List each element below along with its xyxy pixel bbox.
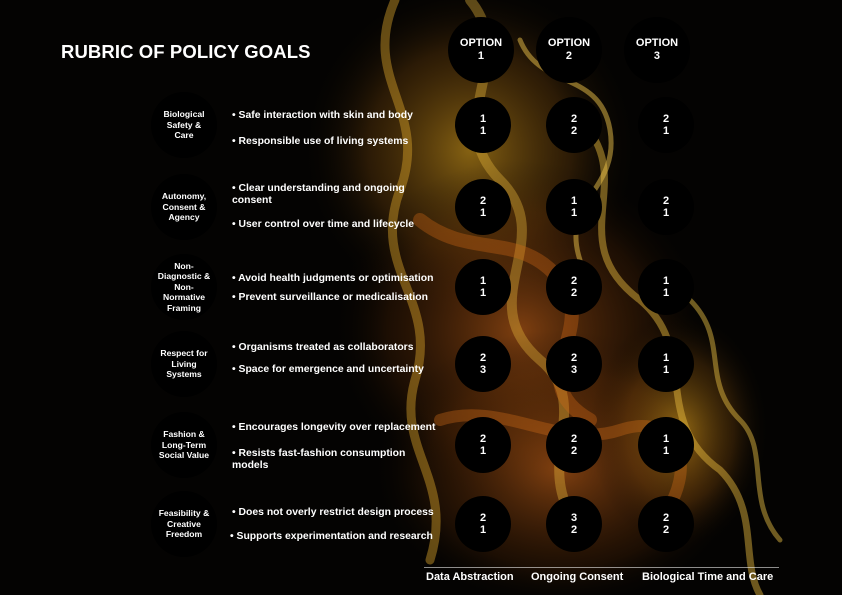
score-value: 1 xyxy=(662,275,670,287)
score-value: 1 xyxy=(479,275,487,287)
score-value: 1 xyxy=(479,113,487,125)
option-2-header xyxy=(536,17,602,83)
score-value: 2 xyxy=(570,433,578,445)
option-header-label: OPTION 1 xyxy=(459,37,503,62)
goal-circle xyxy=(151,92,217,158)
score-value: 3 xyxy=(479,364,487,376)
goal-circle xyxy=(151,174,217,240)
option-header-label: OPTION 2 xyxy=(547,37,591,62)
score-value: 2 xyxy=(479,195,487,207)
score-value: 1 xyxy=(479,287,487,299)
score-circle xyxy=(638,179,694,235)
score-value: 2 xyxy=(570,113,578,125)
goal-label: Feasibility & Creative Freedom xyxy=(158,508,210,540)
option-3-header xyxy=(624,17,690,83)
score-circle xyxy=(638,496,694,552)
footer-label-ongoing-consent: Ongoing Consent xyxy=(531,571,624,583)
score-value: 1 xyxy=(662,445,670,457)
criterion-text: • Organisms treated as collaborators xyxy=(232,342,414,353)
score-circle xyxy=(546,97,602,153)
score-value: 3 xyxy=(570,512,578,524)
criterion-text: • Space for emergence and uncertainty xyxy=(232,364,424,375)
score-circle xyxy=(455,496,511,552)
criterion-text: • Responsible use of living systems xyxy=(232,136,409,147)
score-value: 2 xyxy=(570,125,578,137)
score-value: 1 xyxy=(479,524,487,536)
page-title: RUBRIC OF POLICY GOALS xyxy=(61,41,311,62)
score-value: 1 xyxy=(662,364,670,376)
criterion-text: • Prevent surveillance or medicalisation xyxy=(232,292,428,303)
score-value: 1 xyxy=(662,352,670,364)
score-circle xyxy=(546,336,602,392)
criterion-text: • Encourages longevity over replacement xyxy=(232,422,436,433)
footer-label-data-abstraction: Data Abstraction xyxy=(426,571,514,583)
score-value: 2 xyxy=(570,445,578,457)
option-header-label: OPTION 3 xyxy=(635,37,679,62)
criterion-text: • Does not overly restrict design process xyxy=(232,507,434,518)
score-value: 2 xyxy=(570,524,578,536)
score-circle xyxy=(638,259,694,315)
goal-label: Autonomy, Consent & Agency xyxy=(161,191,207,223)
criterion-text: • Safe interaction with skin and body xyxy=(232,110,413,121)
score-circle xyxy=(455,336,511,392)
score-circle xyxy=(546,179,602,235)
criterion-text: • Supports experimentation and research xyxy=(230,531,433,542)
score-value: 1 xyxy=(662,433,670,445)
score-value: 2 xyxy=(662,195,670,207)
score-value: 1 xyxy=(479,445,487,457)
criterion-text: • Clear understanding and ongoing consent xyxy=(232,183,405,206)
score-value: 2 xyxy=(662,113,670,125)
score-value: 1 xyxy=(662,287,670,299)
score-circle xyxy=(546,259,602,315)
score-circle xyxy=(638,97,694,153)
score-circle xyxy=(638,336,694,392)
goal-circle xyxy=(151,491,217,557)
goal-label: Non- Diagnostic & Non- Normative Framing xyxy=(157,260,211,313)
goal-label: Biological Safety & Care xyxy=(163,109,205,141)
goal-circle xyxy=(151,254,217,320)
score-value: 1 xyxy=(570,195,578,207)
score-value: 2 xyxy=(479,352,487,364)
criterion-text: • Avoid health judgments or optimisation xyxy=(232,273,434,284)
goal-circle xyxy=(151,412,217,478)
score-value: 1 xyxy=(479,207,487,219)
score-value: 2 xyxy=(570,352,578,364)
score-value: 1 xyxy=(570,207,578,219)
score-value: 2 xyxy=(662,512,670,524)
score-value: 2 xyxy=(570,275,578,287)
score-value: 1 xyxy=(479,125,487,137)
footer-divider xyxy=(424,567,779,568)
score-value: 2 xyxy=(479,433,487,445)
goal-circle xyxy=(151,331,217,397)
score-value: 2 xyxy=(479,512,487,524)
footer-label-biological-time-and-care: Biological Time and Care xyxy=(642,571,774,583)
score-circle xyxy=(638,417,694,473)
criterion-text: • User control over time and lifecycle xyxy=(232,219,415,230)
score-value: 2 xyxy=(662,524,670,536)
score-circle xyxy=(455,259,511,315)
score-circle xyxy=(546,496,602,552)
score-value: 1 xyxy=(662,125,670,137)
score-circle xyxy=(455,97,511,153)
score-circle xyxy=(455,417,511,473)
score-value: 1 xyxy=(662,207,670,219)
criterion-text: • Resists fast-fashion consumption models xyxy=(232,448,406,471)
score-value: 2 xyxy=(570,287,578,299)
goal-label: Fashion & Long-Term Social Value xyxy=(158,429,210,461)
option-1-header xyxy=(448,17,514,83)
score-value: 3 xyxy=(570,364,578,376)
score-circle xyxy=(546,417,602,473)
goal-label: Respect for Living Systems xyxy=(160,348,208,380)
score-circle xyxy=(455,179,511,235)
